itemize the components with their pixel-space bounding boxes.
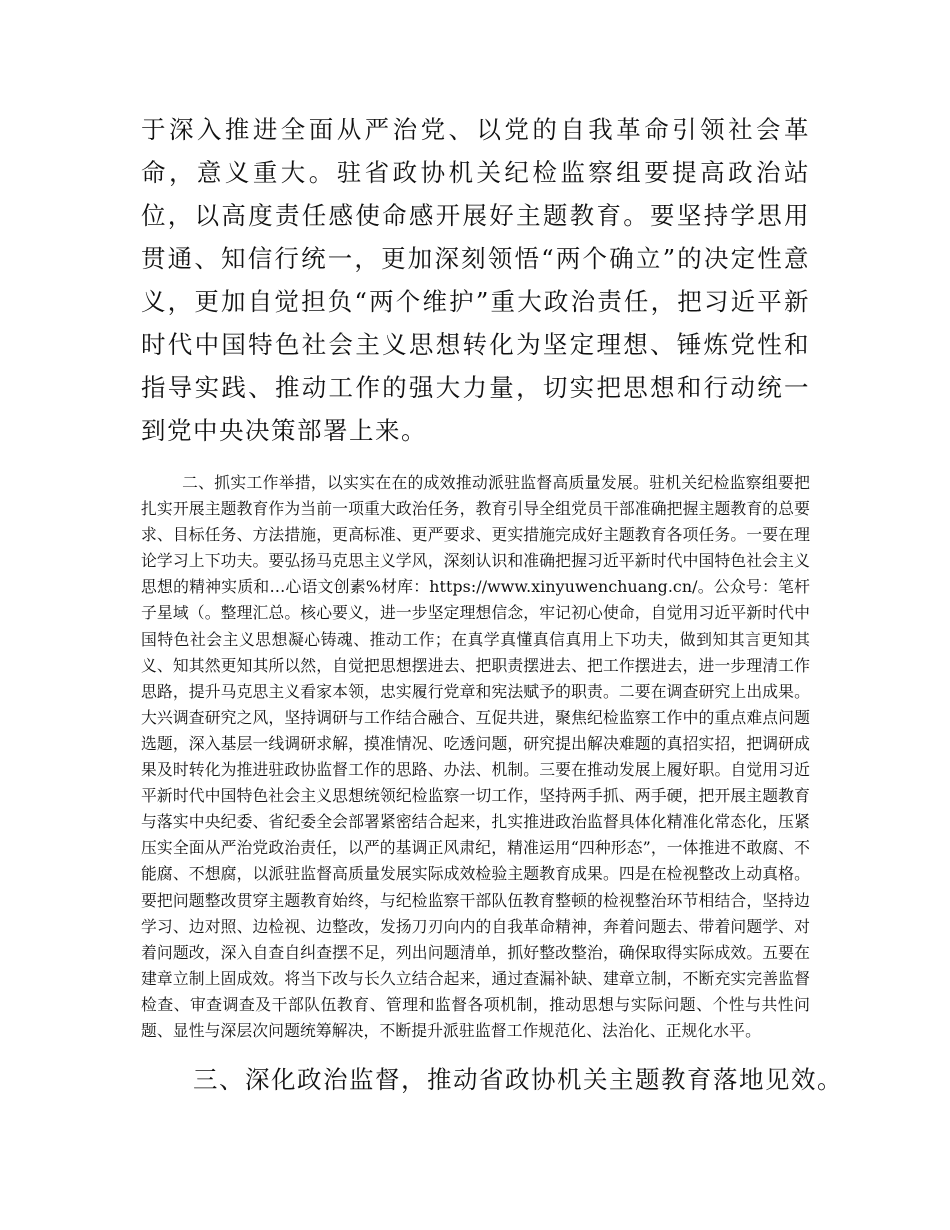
section-heading-three: 三、深化政治监督，推动省政协机关主题教育落地见效。 — [193, 1065, 843, 1095]
paragraph-section-two: 二、抓实工作举措，以实实在在的成效推动派驻监督高质量发展。驻机关纪检监察组要把扎实开展主题教育作为当前一项重大政治任务，教育引导全组党员干部准确把握主题教育的总要求、目标任务、方法措施，更高标准、更严要求、更实措施完成好主题教育各项任务。一要在理论学习上下功夫。要弘扬马克思主义学风，深刻认识和准确把握习近平新时代中国特色社会主义思想的精神实质和…心语文创素%材库：https://www.xinyuwenchuang.cn/。公众号：笔杆子星域（。整理汇总。核心要义，进一步坚定理想信念，牢记初心使命，自觉用习近平新时代中国特色社会主义思想凝心铸魂、推动工作；在真学真懂真信真用上下功夫，做到知其言更知其义、知其然更知其所以然，自觉把思想摆进去、把职责摆进去、把工作摆进去，进一步理清工作思路，提升马克思主义看家本领，忠实履行党章和宪法赋予的职责。二要在调查研究上出成果。大兴调查研究之风，坚持调研与工作结合融合、互促共进，聚焦纪检监察工作中的重点难点问题选题，深入基层一线调研求解，摸准情况、吃透问题，研究提出解决难题的真招实招，把调研成果及时转化为推进驻政协监督工作的思路、办法、机制。三要在推动发展上履好职。自觉用习近平新时代中国特色社会主义思想统领纪检监察一切工作，坚持两手抓、两手硬，把开展主题教育与落实中央纪委、省纪委全会部署紧密结合起来，扎实推进政治监督具体化精准化常态化，压紧压实全面从严治党政治责任，以严的基调正风肃纪，精准运用“四种形态”，一体推进不敢腐、不能腐、不想腐，以派驻监督高质量发展实际成效检验主题教育成果。四是在检视整改上动真格。要把问题整改贯穿主题教育始终，与纪检监察干部队伍教育整顿的检视整治环节相结合，坚持边学习、边对照、边检视、边整改，发扬刀刃向内的自我革命精神，奔着问题去、带着问题学、对着问题改，深入自查自纠查摆不足，列出问题清单，抓好整改整治，确保取得实际成效。五要在建章立制上固成效。将当下改与长久立结合起来，通过查漏补缺、建章立制，不断充实完善监督检查、审查调查及干部队伍教育、管理和监督各项机制，推动思想与实际问题、个性与共性问题、显性与深层次问题统筹解决，不断提升派驻监督工作规范化、法治化、正规化水平。 — [141, 473, 810, 1040]
paragraph-large-intro: 于深入推进全面从严治党、以党的自我革命引领社会革命，意义重大。驻省政协机关纪检监察组要提高政治站位，以高度责任感使命感开展好主题教育。要坚持学思用贯通、知信行统一，更加深刻领悟“两个确立”的决定性意义，更加自觉担负“两个维护”重大政治责任，把习近平新时代中国特色社会主义思想转化为坚定理想、锤炼党性和指导实践、推动工作的强大力量，切实把思想和行动统一到党中央决策部署上来。 — [141, 115, 810, 445]
